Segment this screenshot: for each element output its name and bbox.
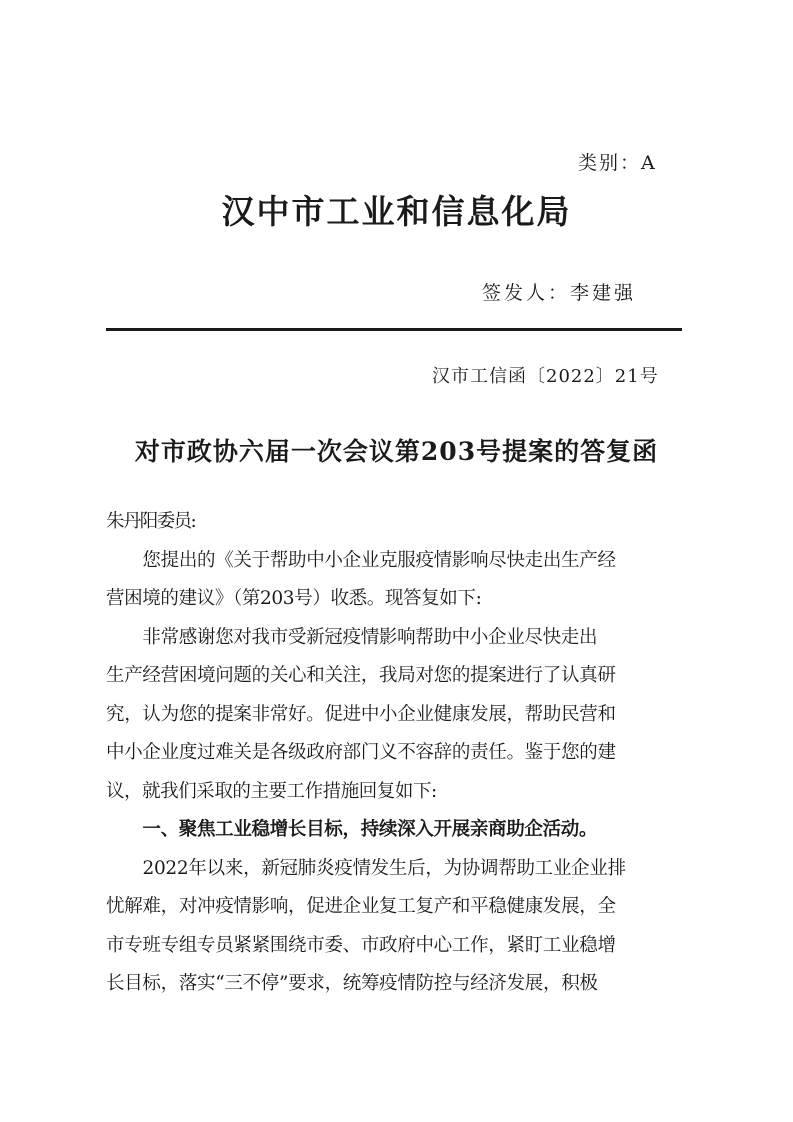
body-line: 2022年以来，新冠肺炎疫情发生后，为协调帮助工业企业排 (106, 857, 626, 879)
document-body (106, 503, 706, 1004)
body-line: 生产经营困境问题的关心和关注，我局对您的提案进行了认真研 (106, 665, 616, 686)
section-heading: 一、聚焦工业稳增长目标，持续深入开展亲商助企活动。 (106, 819, 598, 840)
body-line: 您提出的《关于帮助中小企业克服疫情影响尽快走出生产经 (106, 549, 616, 571)
body-line: 究，认为您的提案非常好。促进中小企业健康发展，帮助民营和 (106, 703, 616, 725)
body-line: 长目标，落实“三不停”要求，统筹疫情防控与经济发展，积极 (106, 973, 598, 994)
signer-label: 签发人：李建强 (482, 282, 637, 304)
body-line: 中小企业度过难关是各级政府部门义不容辞的责任。鉴于您的建 (106, 742, 616, 763)
header-divider (106, 328, 682, 331)
document-number: 汉市工信函〔2022〕21号 (432, 366, 659, 387)
body-line: 忧解难，对冲疫情影响，促进企业复工复产和平稳健康发展，全 (106, 896, 616, 917)
organization-title: 汉中市工业和信息化局 (221, 192, 572, 231)
salutation: 朱丹阳委员: (106, 511, 196, 532)
body-line: 议，就我们采取的主要工作措施回复如下: (106, 780, 437, 802)
category-label: 类别：A (578, 152, 657, 174)
document-title: 对市政协六届一次会议第203号提案的答复函 (134, 437, 659, 466)
body-line: 非常感谢您对我市受新冠疫情影响帮助中小企业尽快走出 (106, 626, 598, 648)
body-line: 市专班专组专员紧紧围绕市委、市政府中心工作，紧盯工业稳增 (106, 934, 616, 956)
body-line: 营困境的建议》（第203号）收悉。现答复如下: (106, 588, 482, 609)
